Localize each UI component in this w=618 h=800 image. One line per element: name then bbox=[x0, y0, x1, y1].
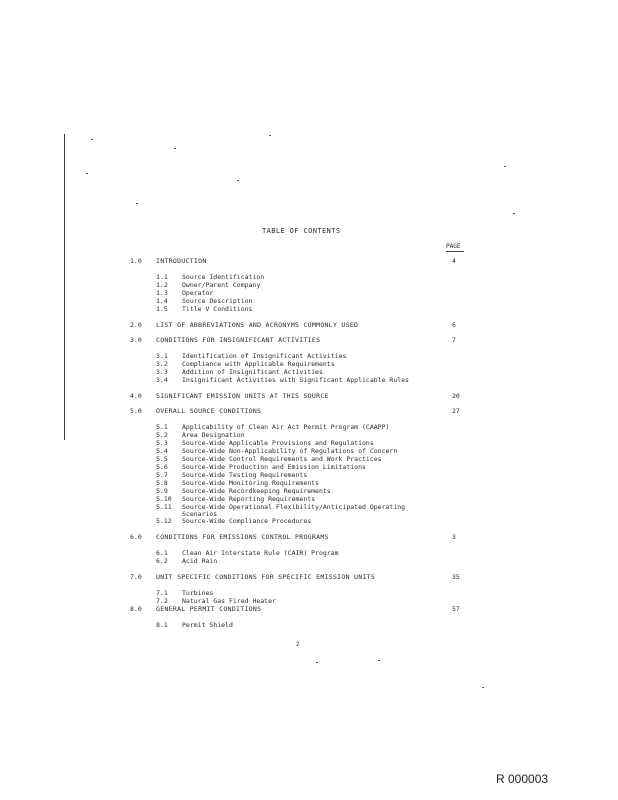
section-page: 57 bbox=[452, 605, 460, 613]
subsection-title: Acid Rain bbox=[182, 557, 218, 565]
subsection-number: 5.6 bbox=[156, 463, 168, 471]
subsection-number: 3.2 bbox=[156, 360, 168, 368]
section-page: 7 bbox=[452, 336, 456, 344]
section-number: 1.0 bbox=[130, 257, 142, 265]
subsection-title: Title V Conditions bbox=[182, 305, 253, 313]
scan-speck bbox=[504, 166, 506, 167]
subsection-number: 5.11 bbox=[156, 503, 172, 511]
subsection-number: 5.8 bbox=[156, 479, 168, 487]
section-page: 3 bbox=[452, 533, 456, 541]
section-number: 8.0 bbox=[130, 605, 142, 613]
section-number: 7.0 bbox=[130, 573, 142, 581]
subsection-number: 3.4 bbox=[156, 376, 168, 384]
subsection-title: Clean Air Interstate Rule (CAIR) Program bbox=[182, 549, 339, 557]
subsection-number: 1.5 bbox=[156, 305, 168, 313]
subsection-title: Identification of Insignificant Activities bbox=[182, 352, 347, 360]
subsection-title: Source-Wide Applicable Provisions and Regulations bbox=[182, 439, 374, 447]
section-page: 20 bbox=[452, 392, 460, 400]
subsection-number: 8.1 bbox=[156, 621, 168, 629]
scan-speck bbox=[378, 660, 380, 661]
subsection-title: Source-Wide Recordkeeping Requirements bbox=[182, 487, 331, 495]
section-title: OVERALL SOURCE CONDITIONS bbox=[156, 407, 262, 415]
section-title: CONDITIONS FOR INSIGNIFICANT ACTIVITIES bbox=[156, 336, 321, 344]
section-title: GENERAL PERMIT CONDITIONS bbox=[156, 605, 262, 613]
subsection-number: 5.4 bbox=[156, 447, 168, 455]
section-title: UNIT SPECIFIC CONDITIONS FOR SPECIFIC EMISSION UNITS bbox=[156, 573, 376, 581]
scan-speck bbox=[237, 180, 239, 181]
subsection-title: Source Description bbox=[182, 297, 253, 305]
section-number: 4.0 bbox=[130, 392, 142, 400]
subsection-title: Source Identification bbox=[182, 273, 265, 281]
footer-mark: 2 bbox=[296, 641, 300, 648]
scan-speck bbox=[86, 173, 88, 174]
subsection-number: 6.2 bbox=[156, 557, 168, 565]
subsection-title: Source-Wide Monitoring Requirements bbox=[182, 479, 319, 487]
toc-title: TABLE OF CONTENTS bbox=[262, 227, 341, 235]
subsection-title: Owner/Parent Company bbox=[182, 281, 261, 289]
subsection-number: 1.2 bbox=[156, 281, 168, 289]
scan-speck bbox=[513, 213, 515, 214]
subsection-title: Source-Wide Production and Emission Limitations bbox=[182, 463, 366, 471]
subsection-number: 1.4 bbox=[156, 297, 168, 305]
subsection-number: 5.10 bbox=[156, 495, 172, 503]
section-number: 6.0 bbox=[130, 533, 142, 541]
section-title: INTRODUCTION bbox=[156, 257, 207, 265]
section-number: 3.0 bbox=[130, 336, 142, 344]
subsection-number: 7.1 bbox=[156, 589, 168, 597]
subsection-number: 3.1 bbox=[156, 352, 168, 360]
scan-speck bbox=[316, 662, 318, 663]
section-number: 2.0 bbox=[130, 321, 142, 329]
subsection-number: 5.12 bbox=[156, 517, 172, 525]
subsection-title: Source-Wide Non-Applicability of Regulations of Concern bbox=[182, 447, 398, 455]
subsection-number: 5.1 bbox=[156, 423, 168, 431]
subsection-title: Compliance with Applicable Requirements bbox=[182, 360, 335, 368]
subsection-title: Source-Wide Operational Flexibility/Anticipated Operating bbox=[182, 503, 406, 511]
scan-speck bbox=[136, 203, 138, 204]
subsection-title: Turbines bbox=[182, 589, 214, 597]
subsection-number: 6.1 bbox=[156, 549, 168, 557]
section-number: 5.0 bbox=[130, 407, 142, 415]
margin-line bbox=[64, 134, 65, 440]
bates-number: R 000003 bbox=[496, 772, 549, 786]
subsection-number: 1.3 bbox=[156, 289, 168, 297]
subsection-number: 5.9 bbox=[156, 487, 168, 495]
subsection-number: 1.1 bbox=[156, 273, 168, 281]
scan-speck bbox=[269, 135, 271, 136]
subsection-number: 5.7 bbox=[156, 471, 168, 479]
subsection-title: Source-Wide Reporting Requirements bbox=[182, 495, 316, 503]
section-page: 35 bbox=[452, 573, 460, 581]
subsection-number: 3.3 bbox=[156, 368, 168, 376]
section-page: 4 bbox=[452, 257, 456, 265]
subsection-title: Area Designation bbox=[182, 431, 245, 439]
page-header-underline bbox=[446, 251, 464, 252]
section-page: 6 bbox=[452, 321, 456, 329]
subsection-title: Source-Wide Compliance Procedures bbox=[182, 517, 312, 525]
subsection-title: Scenarios bbox=[182, 510, 218, 518]
scan-speck bbox=[482, 687, 484, 688]
subsection-title: Addition of Insignificant Activities bbox=[182, 368, 323, 376]
scan-speck bbox=[174, 148, 176, 149]
subsection-title: Source-Wide Testing Requirements bbox=[182, 471, 308, 479]
subsection-title: Source-Wide Control Requirements and Work Practices bbox=[182, 455, 382, 463]
section-title: CONDITIONS FOR EMISSIONS CONTROL PROGRAMS bbox=[156, 533, 329, 541]
subsection-number: 7.2 bbox=[156, 597, 168, 605]
subsection-number: 5.2 bbox=[156, 431, 168, 439]
page-column-header: PAGE bbox=[446, 243, 461, 250]
subsection-title: Insignificant Activities with Significant Applicable Rules bbox=[182, 376, 409, 384]
section-title: LIST OF ABBREVIATIONS AND ACRONYMS COMMONLY USED bbox=[156, 321, 359, 329]
subsection-title: Operator bbox=[182, 289, 214, 297]
subsection-title: Natural Gas Fired Heater bbox=[182, 597, 276, 605]
scan-speck bbox=[91, 139, 93, 140]
subsection-title: Permit Shield bbox=[182, 621, 233, 629]
subsection-number: 5.5 bbox=[156, 455, 168, 463]
subsection-title: Applicability of Clean Air Act Permit Program (CAAPP) bbox=[182, 423, 390, 431]
section-page: 27 bbox=[452, 407, 460, 415]
section-title: SIGNIFICANT EMISSION UNITS AT THIS SOURCE bbox=[156, 392, 329, 400]
subsection-number: 5.3 bbox=[156, 439, 168, 447]
